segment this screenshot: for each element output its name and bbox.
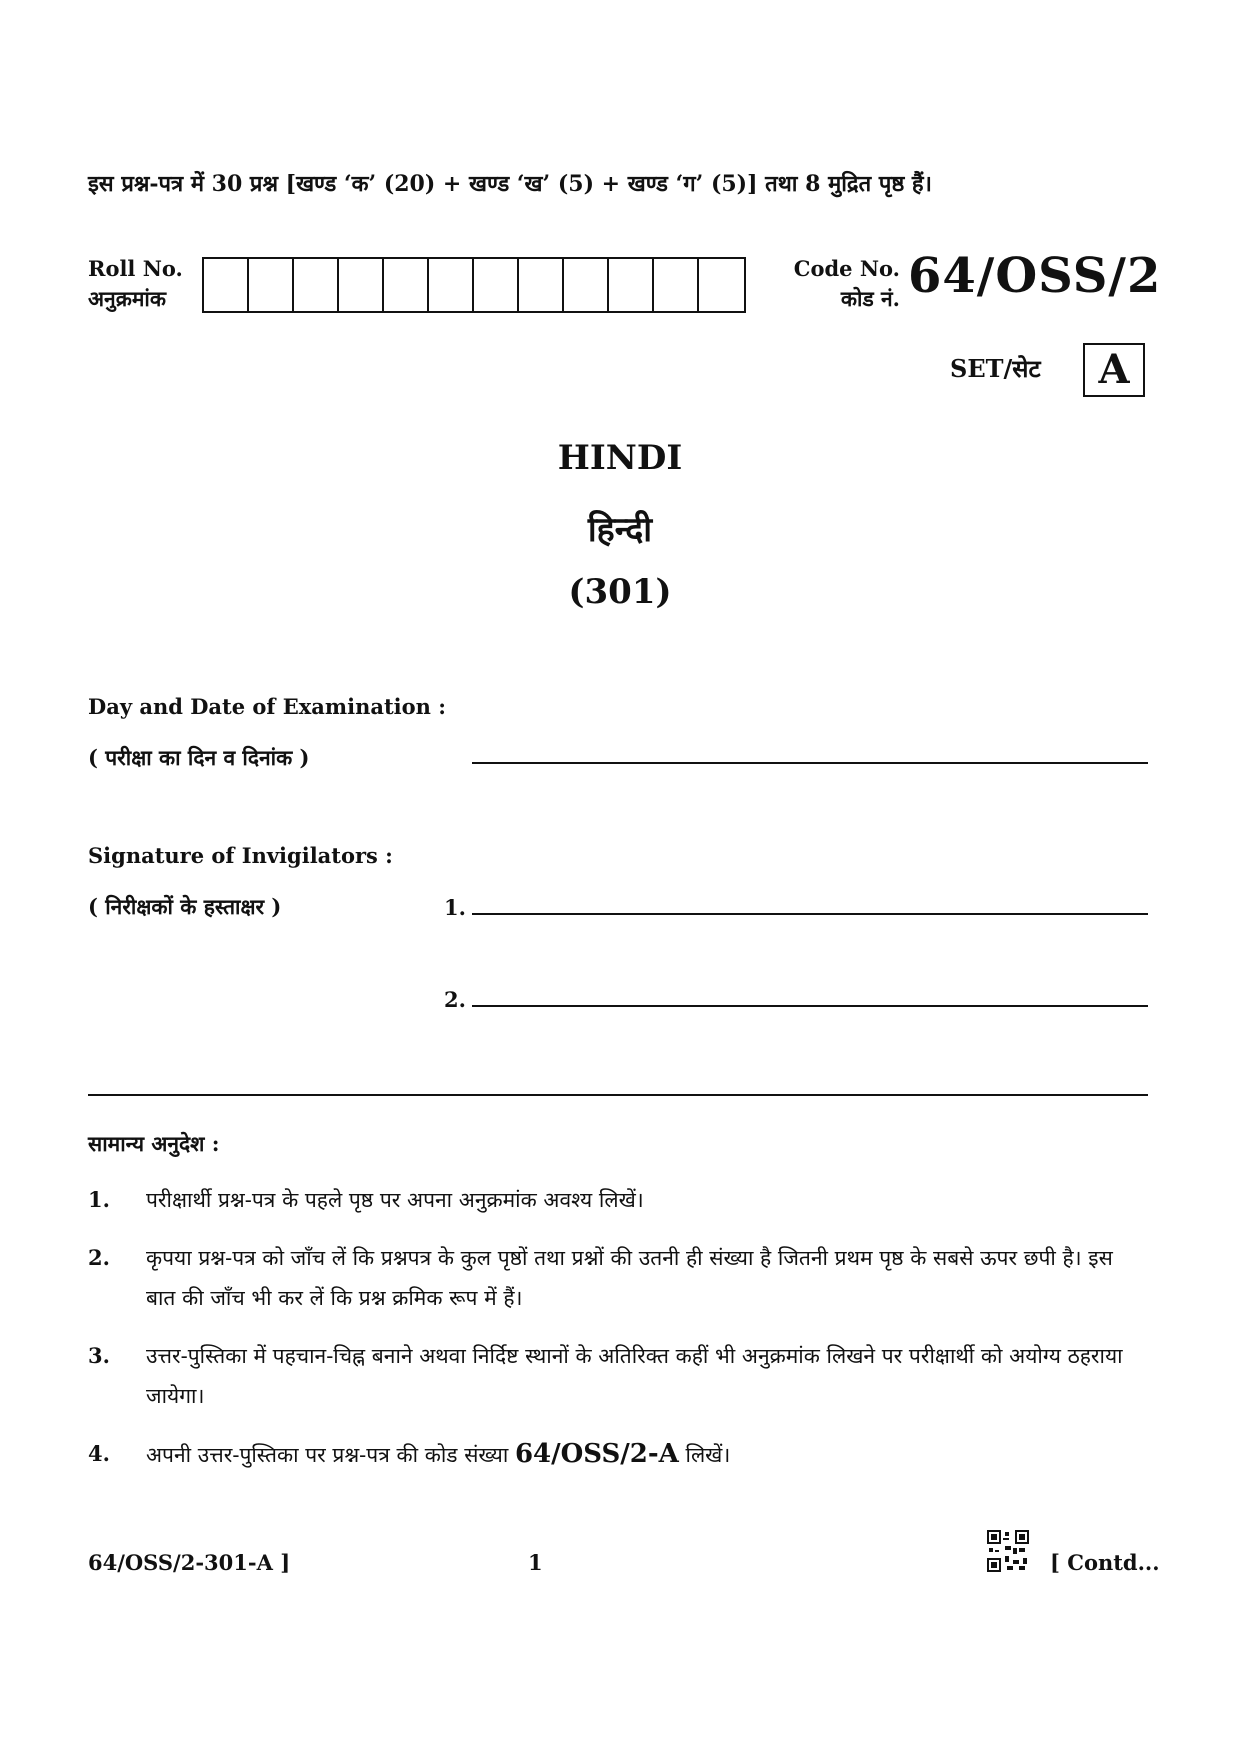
roll-number-cell[interactable] [474,259,519,311]
roll-number-cell[interactable] [609,259,654,311]
instruction-text-after: लिखें। [678,1443,731,1467]
continued-marker: [ Contd... [1050,1550,1160,1575]
roll-number-cell[interactable] [564,259,609,311]
code-number-label-hi: कोड नं. [840,286,900,311]
signature-number-2: 2. [444,987,466,1012]
instruction-item [88,1180,1148,1220]
subject-title-hindi: हिन्दी [587,510,653,550]
roll-number-label-hi: अनुक्रमांक [88,286,166,311]
set-value-box: A [1083,343,1145,397]
invigilator-signature-label-en: Signature of Invigilators : [88,843,393,868]
code-number-value: 64/OSS/2 [908,248,1162,304]
instruction-text: कृपया प्रश्न-पत्र को जाँच लें कि प्रश्नपत्र के कुल पृष्ठों तथा प्रश्नों की उतनी ही संख्या है जितनी प्रथम पृष्ठ के सबसे ऊपर छपी है। इस बात की जाँच भी कर लें कि प्रश्न क्रमिक रूप में हैं। [146,1246,1113,1310]
page-number: 1 [528,1550,543,1575]
qr-code-icon [987,1530,1029,1572]
exam-date-label-hi: ( परीक्षा का दिन व दिनांक ) [88,745,310,770]
roll-number-cell[interactable] [249,259,294,311]
roll-number-cell[interactable] [294,259,339,311]
instructions-heading: सामान्य अनुदेश : [88,1131,220,1156]
instruction-text: उत्तर-पुस्तिका में पहचान-चिह्न बनाने अथवा निर्दिष्ट स्थानों के अतिरिक्त कहीं भी अनुक्रमांक लिखने पर परीक्षार्थी को अयोग्य ठहराया जायेगा। [146,1344,1123,1408]
signature-entry-line-2[interactable] [472,1005,1148,1007]
subject-title-english: HINDI [557,438,683,478]
roll-number-cell[interactable] [204,259,249,311]
code-number-label-en: Code No. [793,256,900,281]
roll-number-cell[interactable] [654,259,699,311]
invigilator-signature-label-hi: ( निरीक्षकों के हस्ताक्षर ) [88,894,282,919]
footer-paper-code: 64/OSS/2-301-A ] [88,1550,291,1575]
instruction-text [146,1434,1148,1475]
question-paper-note: इस प्रश्न-पत्र में 30 प्रश्न [खण्ड ‘क’ (20) + खण्ड ‘ख’ (5) + खण्ड ‘ग’ (5)] तथा 8 मुद्रित पृष्ठ हैं। [88,171,932,197]
roll-number-cell[interactable] [339,259,384,311]
instruction-number: 4. [88,1441,110,1466]
roll-number-label-en: Roll No. [88,256,183,281]
exam-date-entry-line[interactable] [472,762,1148,764]
instruction-text: परीक्षार्थी प्रश्न-पत्र के पहले पृष्ठ पर अपना अनुक्रमांक अवश्य लिखें। [146,1188,644,1212]
roll-number-cell[interactable] [519,259,564,311]
code-number-label [788,254,900,314]
instruction-code: 64/OSS/2-A [514,1439,679,1469]
instruction-item [88,1434,1148,1475]
instruction-number: 1. [88,1187,110,1212]
exam-date-label-en: Day and Date of Examination : [88,694,446,719]
roll-number-cell[interactable] [384,259,429,311]
roll-number-cell[interactable] [429,259,474,311]
set-label: SET/सेट [950,354,1041,383]
roll-number-label [88,254,183,314]
signature-entry-line-1[interactable] [472,913,1148,915]
instruction-item [88,1238,1148,1318]
roll-number-cell[interactable] [699,259,744,311]
instruction-text-before: अपनी उत्तर-पुस्तिका पर प्रश्न-पत्र की कोड संख्या [146,1443,515,1467]
roll-number-boxes[interactable] [202,257,746,313]
section-divider [88,1094,1148,1096]
instruction-item [88,1336,1148,1416]
instruction-number: 2. [88,1245,110,1270]
subject-code: (301) [568,572,672,612]
signature-number-1: 1. [444,895,466,920]
instruction-number: 3. [88,1343,110,1368]
